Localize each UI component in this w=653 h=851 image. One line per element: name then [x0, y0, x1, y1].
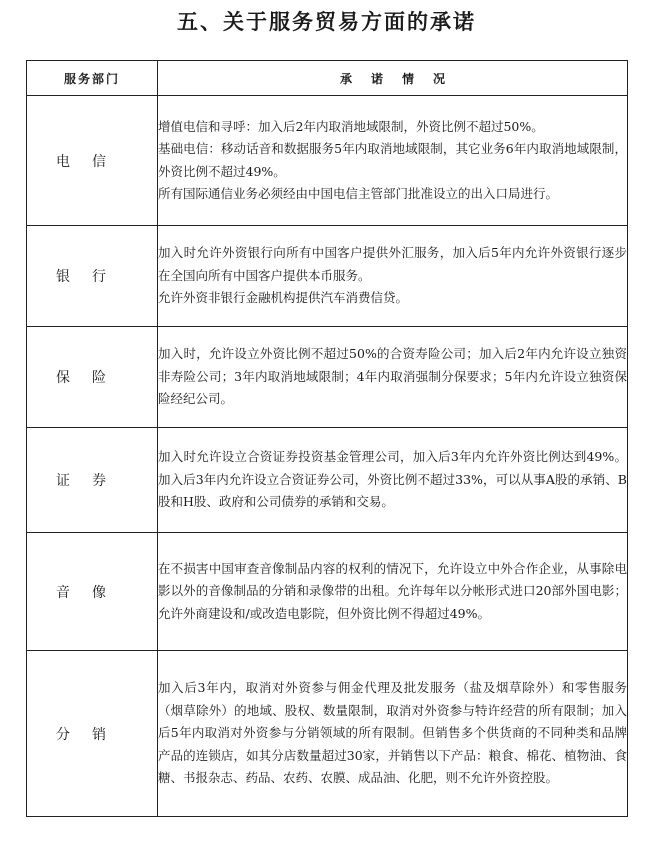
commitment-paragraph: 加入时允许设立合资证券投资基金管理公司，加入后3年内允许外资比例达到49%。加入后3年内允许设立合资证券公司，外资比例不超过33%，可以从事A股的承销、B股和H股、政府和公司债券的承销和交易。: [158, 449, 627, 510]
commitment-paragraph: 加入时允许外资银行向所有中国客户提供外汇服务，加入后5年内允许外资银行逐步在全国向所有中国客户提供本币服务。: [158, 245, 627, 283]
commitment-paragraph: 基础电信：移动话音和数据服务5年内取消地域限制，其它业务6年内取消地域限制，外资比例不超过49%。: [158, 141, 627, 179]
table-row: [27, 96, 628, 226]
commitments-table: [26, 60, 628, 817]
dept-cell: 电信: [27, 96, 158, 226]
dept-cell: 分销: [27, 651, 158, 817]
dept-cell: 银行: [27, 226, 158, 327]
header-service-sector: 服务部门: [27, 61, 158, 96]
commitment-paragraph: 在不损害中国审查音像制品内容的权利的情况下，允许设立中外合作企业，从事除电影以外的音像制品的分销和录像带的出租。允许每年以分帐形式进口20部外国电影；允许外商建设和/或改造电影院，但外资比例不得超过49%。: [158, 560, 627, 621]
commitment-paragraph: 增值电信和寻呼：加入后2年内取消地域限制，外资比例不超过50%。: [158, 118, 544, 134]
dept-cell: 保险: [27, 327, 158, 428]
commitment-cell: [158, 327, 628, 428]
commitment-paragraph: 加入后3年内，取消对外资参与佣金代理及批发服务（盐及烟草除外）和零售服务（烟草除外）的地域、股权、数量限制，取消对外资参与特许经营的所有限制；加入后5年内取消对外资参与分销领域的所有限制。但销售多个供货商的不同种类和品牌产品的连锁店，如其分店数量超过30家，并销售以下产品：粮食、棉花、植物油、食糖、书报杂志、药品、农药、农膜、成品油、化肥，则不允许外资控股。: [158, 680, 627, 786]
table-row: [27, 226, 628, 327]
table-row: [27, 533, 628, 651]
commitment-cell: [158, 651, 628, 817]
table-header-row: [27, 61, 628, 96]
commitment-cell: [158, 226, 628, 327]
commitment-cell: [158, 96, 628, 226]
page-title: 五、关于服务贸易方面的承诺: [177, 10, 476, 34]
commitment-paragraph: 允许外资非银行金融机构提供汽车消费信贷。: [158, 290, 409, 306]
commitment-paragraph: 所有国际通信业务必须经由中国电信主管部门批准设立的出入口局进行。: [158, 186, 559, 201]
table-row: [27, 651, 628, 817]
dept-cell: 音像: [27, 533, 158, 651]
table-row: [27, 327, 628, 428]
header-commitment: 承诺情况: [158, 61, 628, 96]
commitment-paragraph: 加入时，允许设立外资比例不超过50%的合资寿险公司；加入后2年内允许设立独资非寿险公司；3年内取消地域限制；4年内取消强制分保要求；5年内允许设立独资保险经纪公司。: [158, 346, 627, 407]
table-row: [27, 428, 628, 533]
commitment-cell: [158, 533, 628, 651]
commitment-cell: [158, 428, 628, 533]
dept-cell: 证券: [27, 428, 158, 533]
